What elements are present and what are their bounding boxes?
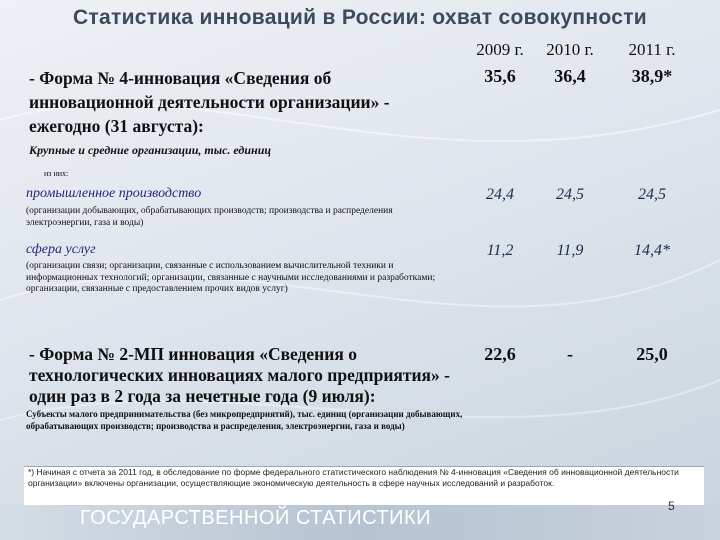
form4-value-2011: 38,9* [631, 66, 673, 86]
industry-title: промышленное производство [26, 186, 202, 201]
industry-value-2011: 24,5 [638, 186, 666, 203]
form2-label: - Форма № 2-МП инновация «Сведения о технологических инновациях малого предприятия» - один раз в 2 года за нечетные года (9 июля): [29, 344, 450, 406]
slide-title: Статистика инноваций в России: охват совокупности [72, 6, 648, 29]
industry-value-2010: 24,5 [556, 186, 584, 203]
services-value-2011: 14,4* [634, 242, 670, 259]
industry-description: (организации добывающих, обрабатывающих производств; производства и распределения электроэнергии, газа и воды) [26, 206, 393, 228]
large-orgs-label: Крупные и средние организации, тыс. единиц [29, 143, 272, 157]
services-value-2010: 11,9 [556, 242, 584, 259]
year-header-2010: 2010 г. [546, 40, 594, 59]
form4-value-2010: 36,4 [554, 66, 586, 86]
footer-brand-text: ГОСУДАРСТВЕННОЙ СТАТИСТИКИ [80, 507, 431, 529]
services-value-2009: 11,2 [486, 242, 514, 259]
form2-value-2009: 22,6 [484, 344, 516, 364]
form4-value-2009: 35,6 [484, 66, 516, 86]
form2-value-2010: - [567, 344, 573, 364]
footnote-text: *) Начиная с отчета за 2011 год, в обследование по форме федерального статистического наблюдения № 4-инновация «Сведения об инновационной деятельности организации» включены организации, осуществляющие экономическую деятельность в сфере научных исследований и разработок. [28, 467, 679, 488]
year-header-2011: 2011 г. [628, 40, 676, 59]
services-title: сфера услуг [26, 242, 96, 257]
of-them-label: из них: [44, 169, 69, 178]
services-description: (организации связи; организации, связанные с использованием вычислительной техники и информационных технологий; организации, связанные с научными исследованиями и разработками; организации, связанные с предоставлением прочих видов услуг) [26, 261, 436, 294]
year-header-2009: 2009 г. [476, 40, 524, 59]
form4-label: - Форма № 4-инновация «Сведения об инновационной деятельности организации» - ежегодно (31 августа): [29, 68, 390, 136]
industry-value-2009: 24,4 [486, 186, 514, 203]
page-number: 5 [668, 499, 675, 513]
form2-value-2011: 25,0 [636, 344, 668, 364]
small-business-note: Субъекты малого предпринимательства (без микропредприятий), тыс. единиц (организации добывающих, обрабатывающих производств; производства и распределения, электроэнергии, газа и воды) [26, 409, 463, 431]
